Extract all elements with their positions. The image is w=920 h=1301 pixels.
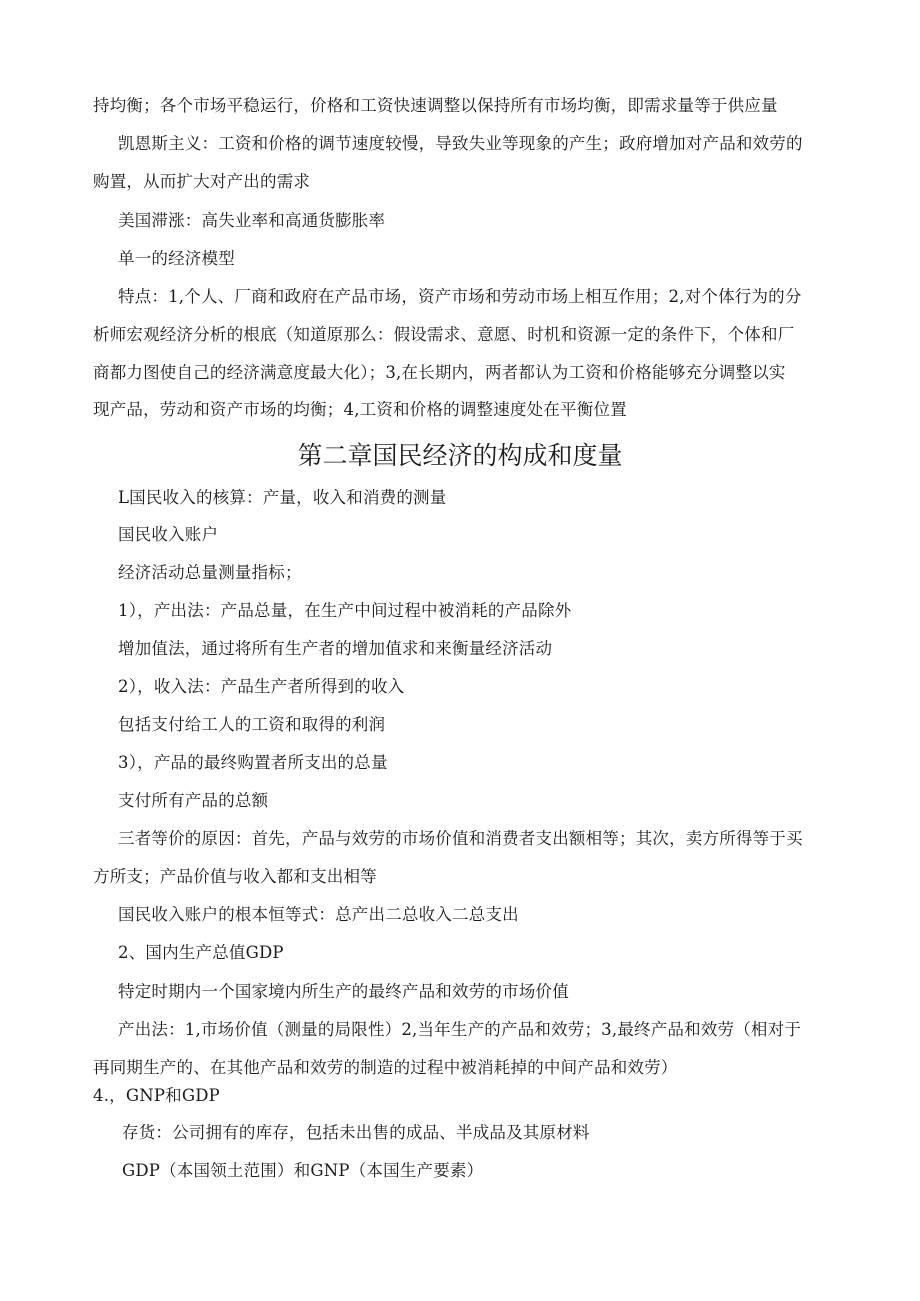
section-heading: L国民收入的核算：产量，收入和消费的测量 <box>118 488 447 507</box>
chapter-title: 第二章国民经济的构成和度量 <box>297 441 623 470</box>
paragraph-line: 特定时期内一个国家境内所生产的最终产品和效劳的市场价值 <box>118 982 569 1001</box>
paragraph-line: 单一的经济模型 <box>118 249 235 268</box>
paragraph-line: 包括支付给工人的工资和取得的利润 <box>118 715 386 734</box>
list-item: 3），产品的最终购置者所支出的总量 <box>118 753 388 772</box>
paragraph-line: 美国滞涨：高失业率和高通货膨胀率 <box>118 211 386 230</box>
paragraph-line: 产出法：1,市场价值（测量的局限性）2,当年生产的产品和效劳；3,最终产品和效劳（相对于 <box>118 1020 802 1039</box>
paragraph-line: 方所支；产品价值与收入都和支出相等 <box>93 867 377 886</box>
paragraph-line: 再同期生产的、在其他产品和效劳的制造的过程中被消耗掉的中间产品和效劳） <box>93 1058 678 1077</box>
paragraph-line: 凯恩斯主义：工资和价格的调节速度较慢，导致失业等现象的产生；政府增加对产品和效劳的 <box>118 134 803 153</box>
paragraph-line: 现产品，劳动和资产市场的均衡；4,工资和价格的调整速度处在平衡位置 <box>93 400 627 419</box>
section-heading: 2、国内生产总值GDP <box>118 943 284 962</box>
paragraph-line: 购置，从而扩大对产出的需求 <box>93 172 311 191</box>
paragraph-line: 析师宏观经济分析的根底（知道原那么：假设需求、意愿、时机和资源一定的条件下，个体和厂 <box>93 325 795 344</box>
paragraph-line: 国民收入账户的根本恒等式：总产出二总收入二总支出 <box>118 905 519 924</box>
paragraph-line: 三者等价的原因：首先，产品与效劳的市场价值和消费者支出额相等；其次，卖方所得等于买 <box>118 829 803 848</box>
paragraph-line: 持均衡；各个市场平稳运行，价格和工资快速调整以保持所有市场均衡，即需求量等于供应量 <box>93 96 778 115</box>
list-item: 2），收入法：产品生产者所得到的收入 <box>118 677 405 696</box>
section-heading: 4.，GNP和GDP <box>93 1086 220 1105</box>
list-item: 1），产出法：产品总量，在生产中间过程中被消耗的产品除外 <box>118 601 572 620</box>
paragraph-line: 存货：公司拥有的库存，包括未出售的成品、半成品及其原材料 <box>122 1123 590 1142</box>
paragraph-line: 经济活动总量测量指标； <box>118 563 302 582</box>
paragraph-line: 商都力图使自己的经济满意度最大化）；3,在长期内，两者都认为工资和价格能够充分调整以实 <box>93 363 786 382</box>
paragraph-line: 支付所有产品的总额 <box>118 791 269 810</box>
paragraph-line: GDP（本国领土范围）和GNP（本国生产要素） <box>122 1161 484 1180</box>
paragraph-line: 增加值法，通过将所有生产者的增加值求和来衡量经济活动 <box>118 639 553 658</box>
paragraph-line: 特点：1,个人、厂商和政府在产品市场，资产市场和劳动市场上相互作用；2,对个体行为的分 <box>118 287 802 306</box>
paragraph-line: 国民收入账户 <box>118 525 219 544</box>
